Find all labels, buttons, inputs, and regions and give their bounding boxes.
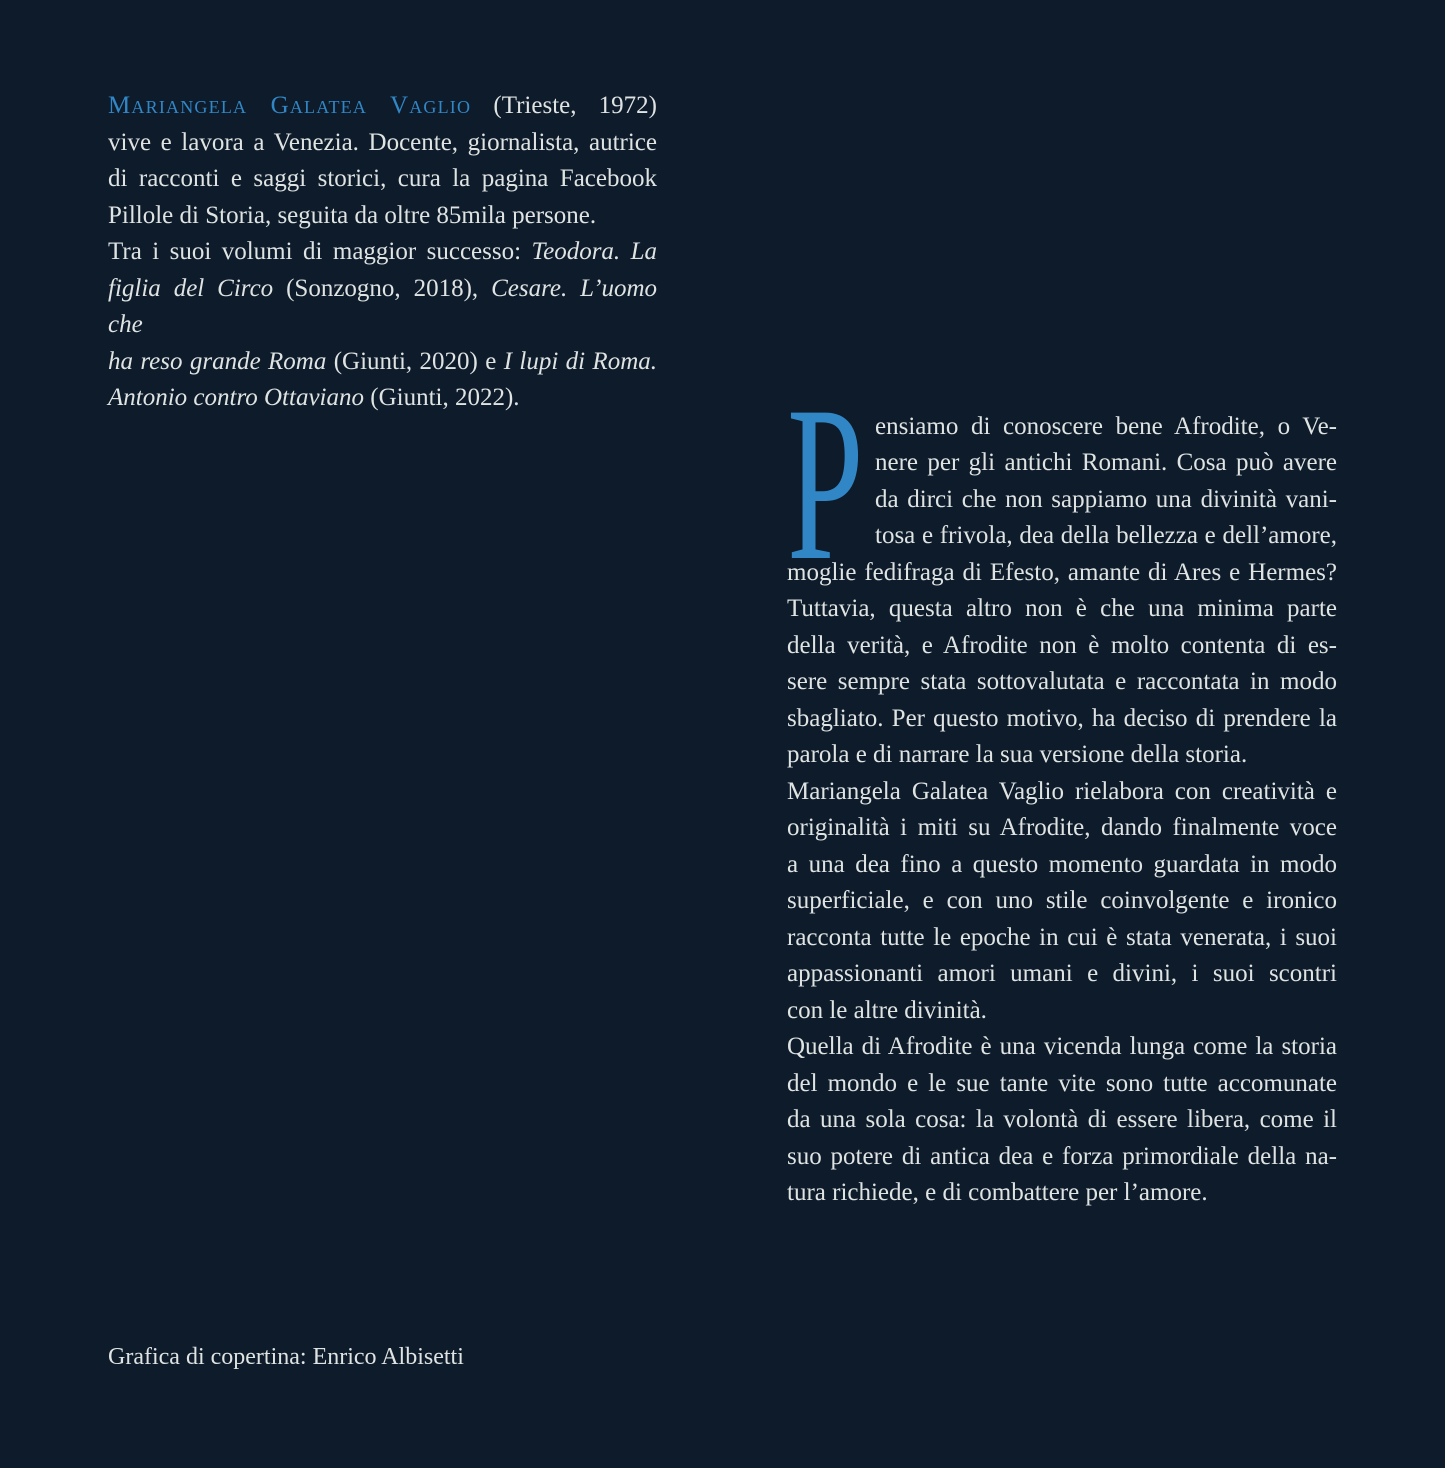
text-line <box>875 409 1337 446</box>
text-line <box>108 161 657 198</box>
text-line <box>787 737 1337 774</box>
text-line <box>108 380 657 417</box>
text-segment-regular: da dirci che non sappiamo una divinità vani- <box>875 485 1337 513</box>
text-line <box>787 664 1337 701</box>
text-segment-regular: nere per gli antichi Romani. Cosa può avere <box>875 449 1337 476</box>
text-segment-regular: con le altre divinità. <box>787 996 987 1024</box>
text-segment-regular: parola e di narrare la sua versione della storia. <box>787 741 1248 768</box>
text-segment-italic: Teodora. La <box>531 238 658 265</box>
text-segment-regular: a una dea fino a questo momento guardata in modo <box>787 850 1337 878</box>
author-bio-text <box>108 88 657 417</box>
text-segment-regular: vive e lavora a Venezia. Docente, giornalista, autrice <box>108 128 657 156</box>
text-segment-regular: appassionanti amori umani e divini, i suoi scontri <box>787 960 1337 987</box>
text-line <box>787 1175 1337 1212</box>
text-line <box>108 344 657 381</box>
text-line <box>108 125 657 162</box>
text-line <box>787 847 1337 884</box>
text-line <box>875 445 1337 482</box>
text-segment-regular: tura richiede, e di combattere per l’amore. <box>787 1179 1208 1206</box>
text-line <box>875 518 1337 555</box>
text-line <box>108 88 657 125</box>
text-segment-regular: (Sonzogno, 2018), <box>273 274 492 302</box>
text-line <box>787 883 1337 920</box>
text-segment-regular: (Trieste, 1972) <box>471 92 657 119</box>
text-line <box>787 774 1337 811</box>
book-description <box>787 360 1337 1212</box>
text-line <box>787 810 1337 847</box>
book-description-text <box>787 360 1337 1212</box>
text-line <box>787 920 1337 957</box>
text-segment-regular: sere sempre stata sottovalutata e raccontata in modo <box>787 668 1337 695</box>
text-line <box>787 993 1337 1030</box>
text-segment-regular: moglie fedifraga di Efesto, amante di Ares e Hermes? <box>787 558 1337 586</box>
text-segment-regular: originalità i miti su Afrodite, dando finalmente voce <box>787 814 1337 841</box>
text-segment-italic: Cesare. L’uomo che <box>108 274 657 338</box>
text-segment-italic: figlia del Circo <box>108 274 274 302</box>
text-line <box>787 591 1337 628</box>
text-segment-regular: Mariangela Galatea Vaglio rielabora con creatività e <box>787 777 1337 805</box>
text-segment-italic: ha reso grande Roma <box>108 347 327 375</box>
text-line <box>787 555 1337 592</box>
text-segment-regular: suo potere di antica dea e forza primordiale della na- <box>787 1142 1337 1170</box>
text-segment-regular: del mondo e le sue tante vite sono tutte accomunate <box>787 1069 1337 1097</box>
text-segment-regular: Pillole di Storia, seguita da oltre 85mila persone. <box>108 201 597 229</box>
text-segment-regular: Tra i suoi volumi di maggior successo: <box>108 238 532 265</box>
cover-credit-line: Grafica di copertina: Enrico Albisetti <box>108 1344 464 1370</box>
text-segment-regular: (Giunti, 2020) e <box>326 347 504 375</box>
text-line <box>875 482 1337 519</box>
text-line <box>787 1066 1337 1103</box>
author-bio <box>108 88 657 417</box>
text-segment-italic: Antonio contro Ottaviano <box>108 384 364 411</box>
text-segment-regular: della verità, e Afrodite non è molto contenta di es- <box>787 631 1337 659</box>
text-segment-regular: Tuttavia, questa altro non è che una minima parte <box>787 595 1337 622</box>
text-segment-regular: racconta tutte le epoche in cui è stata venerata, i suoi <box>787 923 1337 951</box>
text-line <box>787 1029 1337 1066</box>
text-line <box>787 956 1337 993</box>
text-segment-italic: I lupi di Roma. <box>503 347 657 375</box>
text-segment-name: Mariangela Galatea Vaglio <box>108 92 472 119</box>
text-segment-regular: superficiale, e con uno stile coinvolgente e ironico <box>787 887 1337 914</box>
text-segment-regular: da una sola cosa: la volontà di essere libera, come il <box>787 1106 1337 1133</box>
text-segment-regular: sbagliato. Per questo motivo, ha deciso di prendere la <box>787 704 1337 732</box>
text-segment-regular: di racconti e saggi storici, cura la pagina Facebook <box>108 165 657 192</box>
text-line <box>787 1102 1337 1139</box>
text-line <box>787 701 1337 738</box>
text-segment-regular: tosa e frivola, dea della bellezza e dell’amore, <box>875 522 1337 549</box>
text-segment-regular: (Giunti, 2022). <box>364 384 520 411</box>
text-line <box>787 1139 1337 1176</box>
text-segment-regular: ensiamo di conoscere bene Afrodite, o Ve- <box>875 412 1337 440</box>
text-line <box>108 271 657 344</box>
drop-cap: P <box>787 360 864 607</box>
text-line <box>108 234 657 271</box>
text-line <box>787 628 1337 665</box>
text-segment-regular: Quella di Afrodite è una vicenda lunga come la storia <box>787 1033 1337 1060</box>
text-line <box>108 198 657 235</box>
